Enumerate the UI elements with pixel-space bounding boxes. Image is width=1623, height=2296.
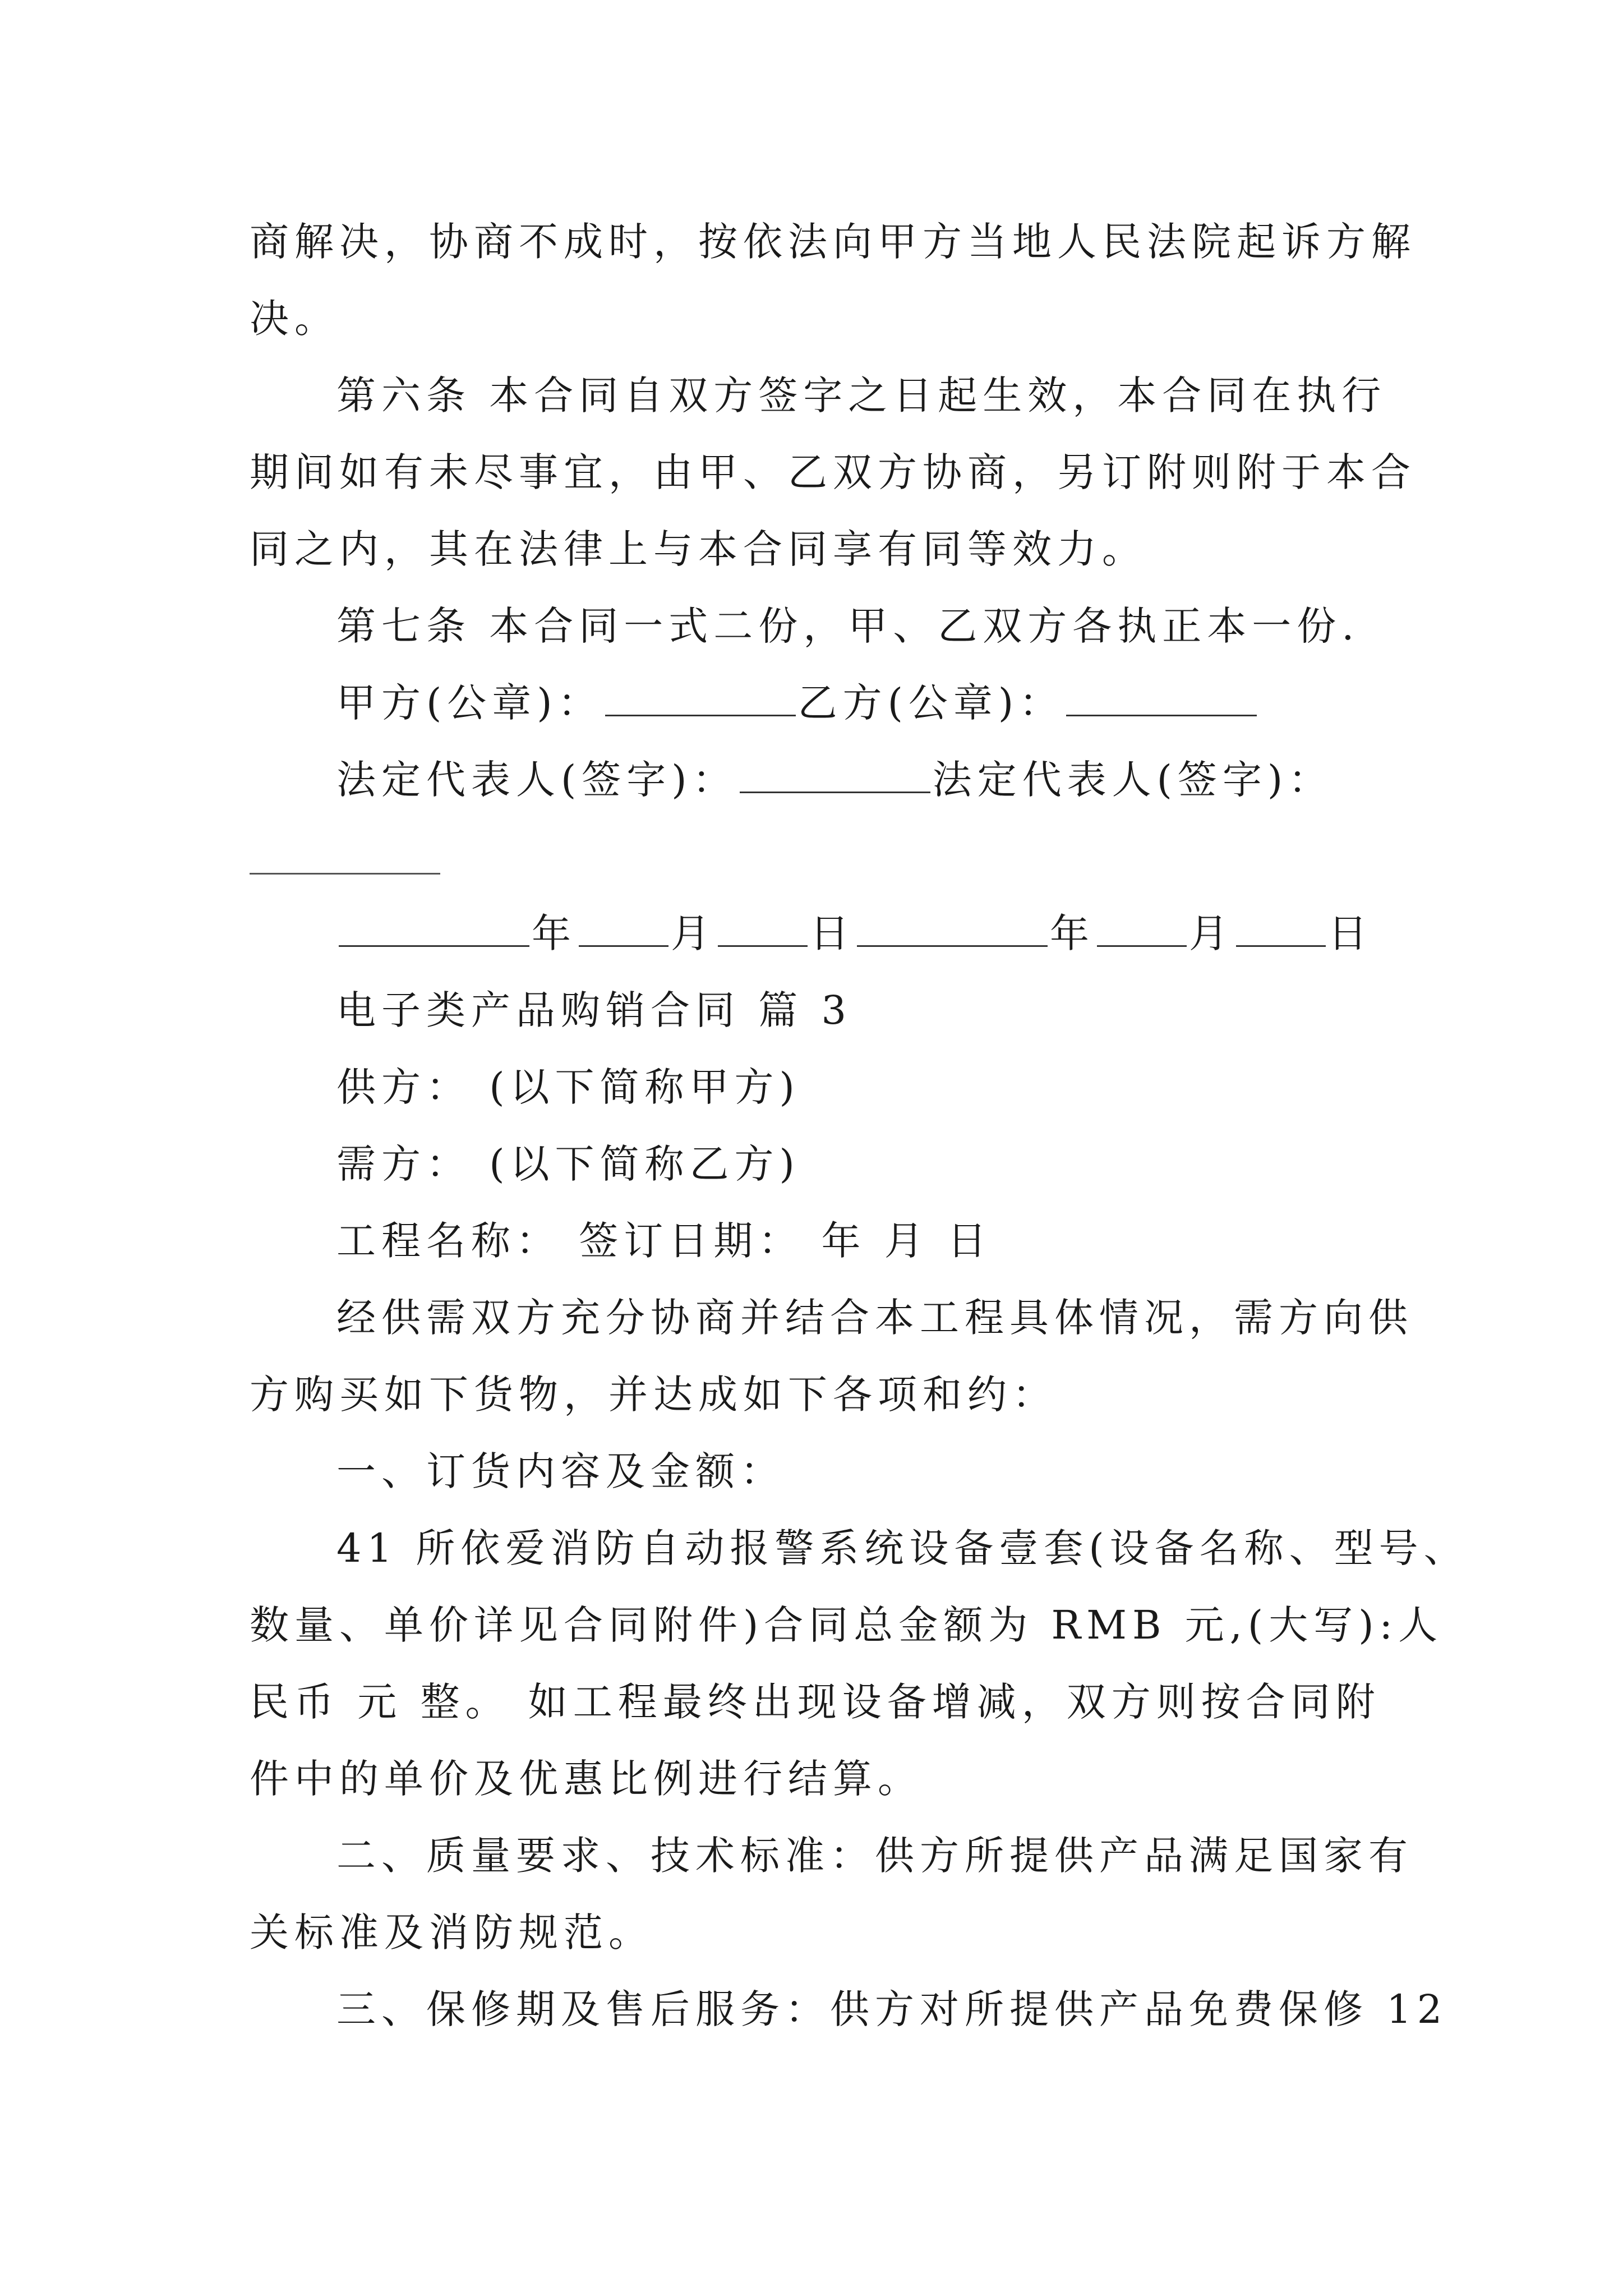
seal-line [336, 676, 1259, 730]
project-line: 工程名称： 签订日期： 年 月 日 [336, 1218, 993, 1264]
day-blank-a [718, 909, 808, 947]
month-blank-b [1097, 909, 1187, 947]
body-line: 民币 元 整。 如工程最终出现设备增减，双方则按合同附 [250, 1679, 1381, 1725]
date-line [336, 907, 1373, 960]
clause-heading-3: 三、保修期及售后服务：供方对所提供产品免费保修 12 [336, 1986, 1448, 2032]
supplier-line: 供方： (以下简称甲方) [336, 1064, 800, 1110]
section-heading: 电子类产品购销合同 篇 3 [336, 987, 852, 1033]
body-line: 同之内，其在法律上与本合同享有同等效力。 [250, 526, 1147, 572]
year-label-b: 年 [1050, 910, 1095, 956]
clause-heading-2: 二、质量要求、技术标准：供方所提供产品满足国家有 [336, 1833, 1413, 1879]
body-line: 数量、单价详见合同附件)合同总金额为 RMB 元,(大写):人 [250, 1602, 1444, 1648]
party-b-seal-blank [1066, 679, 1257, 716]
year-label-a: 年 [532, 910, 577, 956]
body-line: 决。 [250, 296, 339, 342]
body-line: 关标准及消防规范。 [250, 1910, 653, 1955]
clause-6-line: 第六条 本合同自双方签字之日起生效，本合同在执行 [336, 372, 1387, 418]
clause-heading-1: 一、订货内容及金额： [336, 1448, 785, 1494]
body-line: 商解决，协商不成时，按依法向甲方当地人民法院起诉方解 [250, 219, 1416, 265]
party-b-seal-label: 乙方(公章)： [797, 680, 1064, 726]
party-a-rep-label: 法定代表人(签字)： [336, 757, 737, 803]
body-line: 经供需双方充分协商并结合本工程具体情况，需方向供 [336, 1295, 1413, 1341]
month-blank-a [579, 909, 668, 947]
representative-line [336, 753, 1333, 807]
body-line: 方购买如下货物，并达成如下各项和约： [250, 1372, 1057, 1418]
party-a-seal-blank [605, 679, 796, 716]
party-b-rep-label: 法定代表人(签字)： [932, 757, 1334, 803]
day-label-a: 日 [810, 910, 855, 956]
day-blank-b [1236, 909, 1326, 947]
month-label-b: 月 [1189, 910, 1234, 956]
party-a-rep-blank [740, 756, 930, 793]
buyer-line: 需方： (以下简称乙方) [336, 1141, 800, 1187]
party-b-rep-blank [250, 873, 440, 875]
year-blank-a [339, 909, 529, 947]
clause-7-line: 第七条 本合同一式二份，甲、乙双方各执正本一份. [336, 603, 1360, 649]
body-line: 件中的单价及优惠比例进行结算。 [250, 1756, 923, 1802]
party-a-seal-label: 甲方(公章)： [336, 680, 603, 726]
body-line: 41 所依爱消防自动报警系统设备壹套(设备名称、型号、 [336, 1525, 1469, 1571]
day-label-b: 日 [1328, 910, 1373, 956]
month-label-a: 月 [671, 910, 716, 956]
year-blank-b [857, 909, 1048, 947]
body-line: 期间如有未尽事宜，由甲、乙双方协商，另订附则附于本合 [250, 449, 1416, 495]
